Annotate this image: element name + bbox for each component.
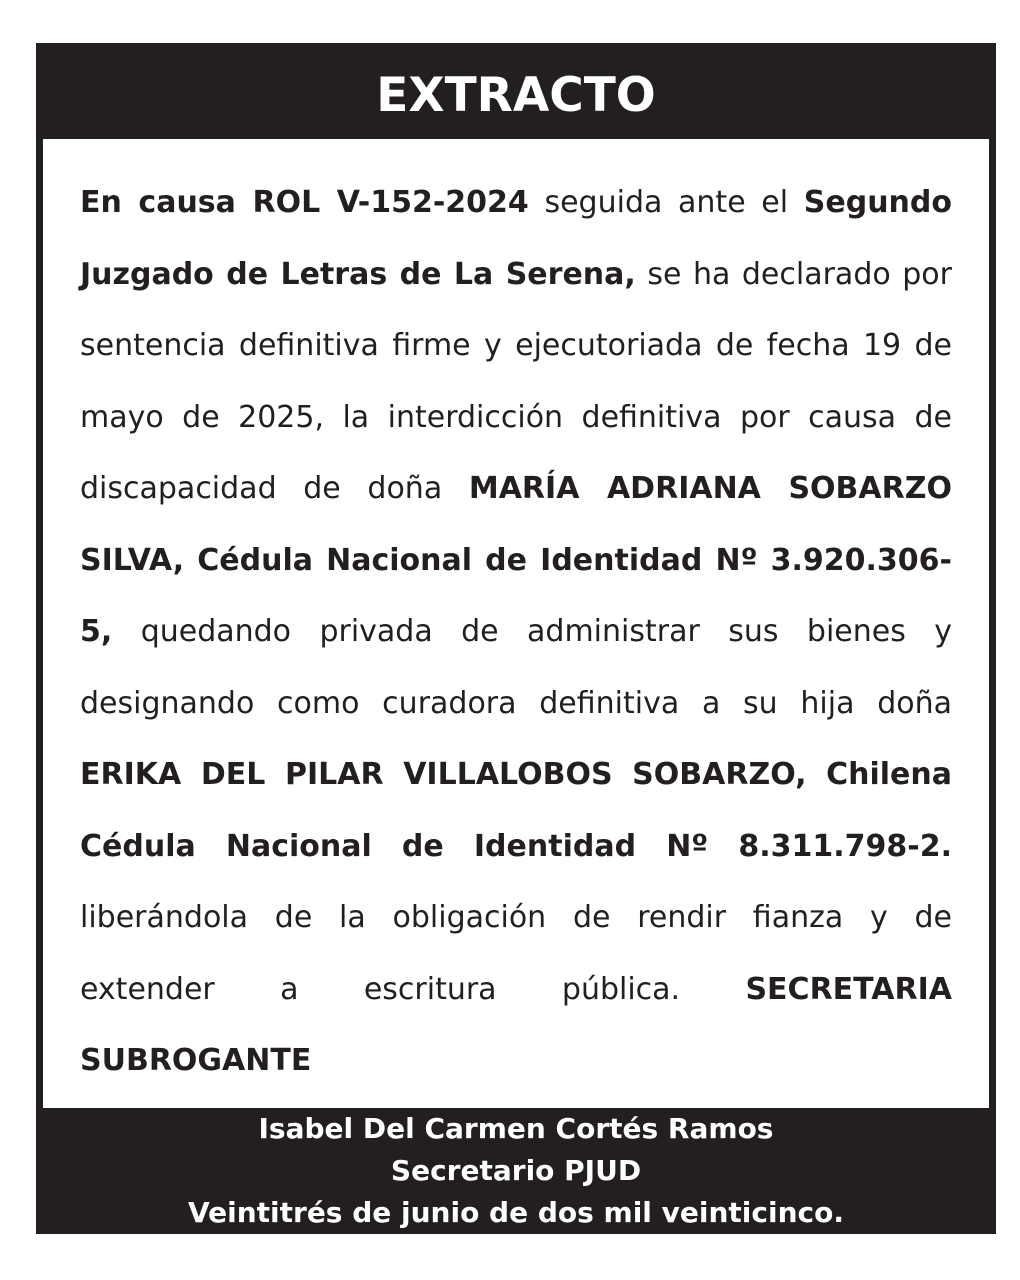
notice-body-panel [43,139,989,1108]
notice-title: EXTRACTO [376,67,656,123]
notice-body-text [80,167,952,1097]
signer-role: Secretario PJUD [390,1154,642,1187]
case-reference: En causa ROL V-152-2024 [80,185,529,220]
interdicted-person: MARÍA ADRIANA SOBARZO SILVA, Cédula Nacional de Identidad Nº 3.920.306-5, [80,471,953,649]
court-name: Segundo Juzgado de Letras de La Serena, [80,185,952,292]
legal-notice [36,43,996,1234]
body-text-segment: liberándola de la obligación de rendir fianza y de extender a escritura pública. [80,900,952,1007]
notice-footer [36,1108,996,1234]
body-text-segment: seguida ante el [528,185,804,220]
signature-date: Veintitrés de junio de dos mil veinticinco. [187,1196,845,1229]
body-text-segment: se ha declarado por sentencia definitiva firme y ejecutoriada de fecha 19 de mayo de 2025, la interdicción definitiva por causa de discapacidad de doña [80,256,952,506]
signing-office: SECRETARIA SUBROGANTE [80,971,952,1078]
body-text-segment: quedando privada de administrar sus bienes y designando como curadora definitiva a su hija doña [80,614,952,721]
signer-name: Isabel Del Carmen Cortés Ramos [258,1112,774,1145]
notice-header [36,43,996,139]
curator-person: ERIKA DEL PILAR VILLALOBOS SOBARZO, Chilena Cédula Nacional de Identidad Nº 8.311.798-2. [80,757,952,864]
